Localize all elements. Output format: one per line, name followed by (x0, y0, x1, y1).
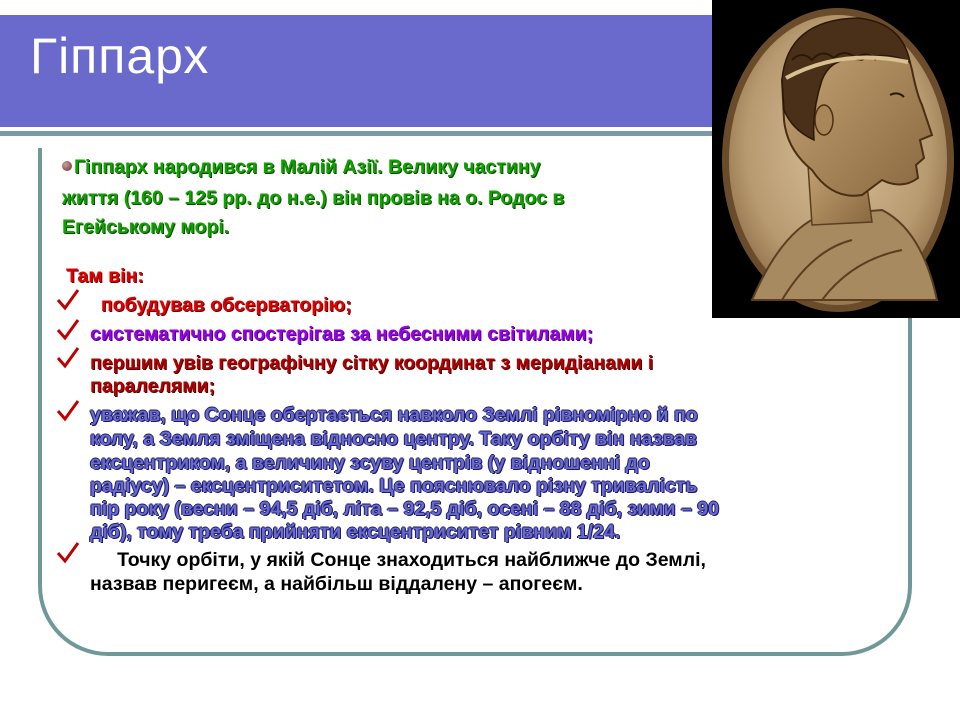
checkmark-icon (55, 287, 81, 313)
item-4-line-6: діб), тому треба прийняти ексцентриситет рівним 1/24. (90, 521, 621, 543)
checkmark-icon (55, 317, 81, 343)
bullet-dot-icon (62, 161, 72, 171)
checkmark-icon (55, 345, 81, 371)
checkmark-icon (55, 398, 81, 424)
item-3-line-2: паралелями; (90, 375, 216, 397)
item-1-line-1: побудував обсерваторію; (90, 294, 352, 316)
item-4-line-4: радіусу) – ексцентриситетом. Це пояснювало різну тривалість (90, 475, 698, 497)
portrait-image (712, 0, 960, 318)
intro-line-2: життя (160 – 125 рр. до н.е.) він провів на о. Родос в (62, 187, 565, 209)
slide-title: Гіппарх (30, 28, 210, 84)
there-label: Там він: (66, 265, 144, 287)
title-bar (0, 15, 730, 127)
item-3-line-1: першим увів географічну сітку координат з меридіанами і (90, 352, 654, 374)
title-underline (0, 131, 730, 136)
checkmark-icon (55, 540, 81, 566)
item-4-line-5: пір року (весни – 94,5 діб, літа – 92,5 діб, осені – 88 діб, зими – 90 (90, 498, 719, 520)
item-4-line-1: уважав, що Сонце обертається навколо Землі рівномірно й по (90, 404, 698, 426)
intro-line-3: Егейському морі. (62, 216, 230, 238)
item-2-line-1: систематично спостерігав за небесними світилами; (90, 323, 594, 345)
item-4-line-3: ексцентриком, а величину зсуву центрів (у відношенні до (90, 452, 650, 474)
hipparchus-portrait (712, 0, 960, 318)
item-5-line-2: назвав перигеєм, а найбільш віддалену – апогеєм. (90, 573, 583, 595)
item-5-line-1: Точку орбіти, у якій Сонце знаходиться найближче до Землі, (90, 549, 706, 571)
intro-line-1: Гіппарх народився в Малій Азії. Велику частину (62, 154, 540, 180)
item-4-line-2: колу, а Земля зміщена відносно центру. Таку орбіту він назвав (90, 428, 697, 450)
